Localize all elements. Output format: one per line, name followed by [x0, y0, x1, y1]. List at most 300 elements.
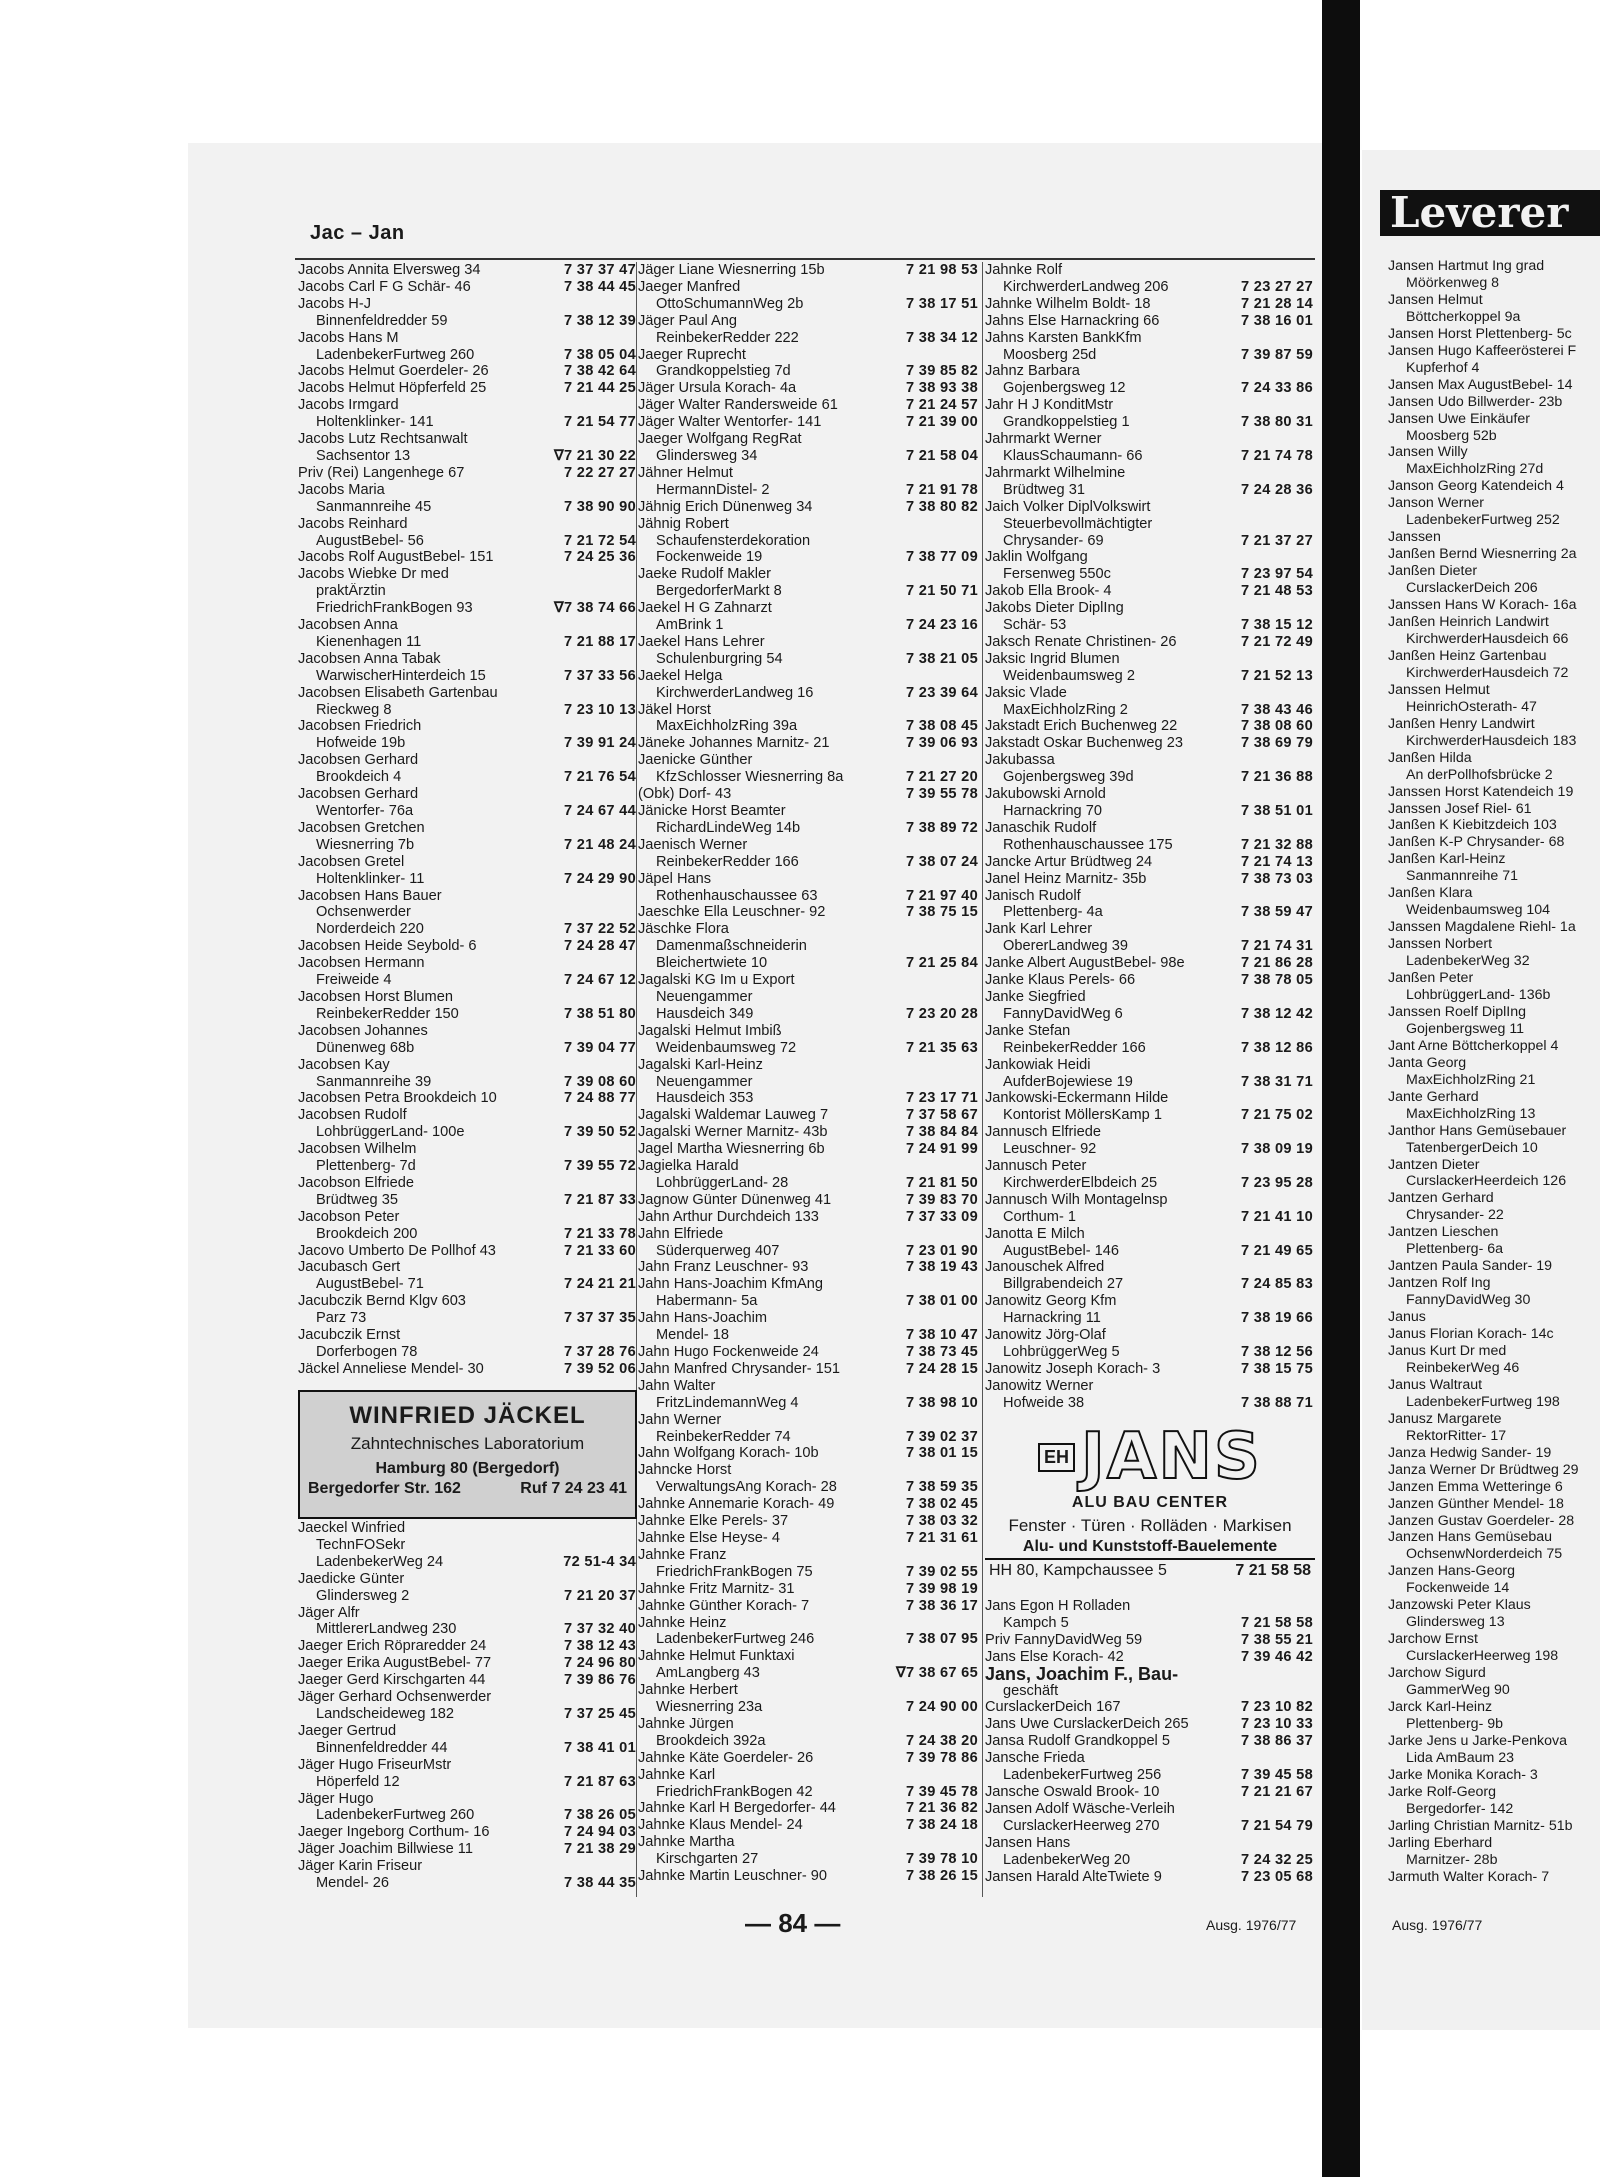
- entry-name: Jaedicke Günter: [298, 1570, 405, 1587]
- phone-number: 7 23 17 71: [906, 1090, 978, 1107]
- phone-number: 7 23 10 82: [1241, 1699, 1313, 1716]
- entry-name: Janus Waltraut: [1388, 1376, 1483, 1393]
- phone-number: 7 38 55 21: [1241, 1631, 1313, 1648]
- entry-detail: Kontorist MöllersKamp 1: [1003, 1107, 1162, 1124]
- directory-entry: [985, 1378, 1315, 1412]
- directory-entry: [638, 1581, 980, 1598]
- directory-entry: [638, 871, 980, 905]
- phone-number: 7 21 81 50: [906, 1174, 978, 1191]
- entry-name: Janus: [1388, 1309, 1426, 1326]
- directory-entry: [298, 1361, 638, 1378]
- phone-number: 7 38 26 15: [906, 1868, 978, 1885]
- entry-detail: ReinbekerRedder 74: [656, 1428, 791, 1445]
- phone-number: 7 21 72 54: [564, 532, 636, 549]
- directory-entry: [298, 296, 638, 330]
- entry-name: Janke Albert AugustBebel- 98e: [985, 955, 1185, 972]
- phone-number: 7 39 45 58: [1241, 1767, 1313, 1784]
- phone-number: 7 38 90 90: [564, 498, 636, 515]
- phone-number: 7 24 67 12: [564, 972, 636, 989]
- entry-name: Jaeke Rudolf Makler: [638, 566, 772, 583]
- directory-entry: [985, 313, 1315, 330]
- directory-entry: [985, 1057, 1315, 1091]
- directory-entry: [638, 262, 980, 279]
- phone-number: 7 24 25 36: [564, 549, 636, 566]
- directory-entry: [985, 888, 1315, 922]
- entry-name: Jaklin Wolfgang: [985, 549, 1088, 566]
- directory-entry: [638, 1530, 980, 1547]
- ad-tagline: ALU BAU CENTER: [1071, 1494, 1229, 1511]
- entry-detail: LohbrüggerLand- 136b: [1406, 986, 1551, 1003]
- directory-entry: [298, 617, 638, 651]
- entry-detail: Süderquerweg 407: [656, 1242, 780, 1259]
- phone-number: 7 38 12 56: [1241, 1344, 1313, 1360]
- entry-detail: Bleichertwiete 10: [656, 955, 768, 972]
- directory-entry: [985, 1361, 1315, 1378]
- entry-detail: Sanmannreihe 45: [316, 498, 432, 515]
- entry-name: Jacubczik Bernd Klgv 603: [298, 1293, 466, 1310]
- entry-detail: FriedrichFrankBogen 93: [316, 600, 473, 617]
- phone-number: 7 24 32 25: [1241, 1851, 1313, 1868]
- directory-entry: [638, 1615, 980, 1649]
- phone-number: 7 23 05 68: [1241, 1868, 1313, 1885]
- entry-name: Jantzen Dieter: [1388, 1156, 1480, 1173]
- entry-detail: Grandkoppelstieg 1: [1003, 414, 1130, 431]
- directory-entry: [985, 854, 1315, 871]
- directory-entry: [985, 1293, 1315, 1327]
- phone-number: 7 38 43 46: [1241, 701, 1313, 718]
- entry-name: Janßen Bernd Wiesnerring 2a: [1388, 546, 1577, 563]
- entry-name: Jacobsen Heide Seybold- 6: [298, 938, 477, 955]
- entry-name: Janthor Hans Gemüsebauer: [1388, 1122, 1567, 1139]
- phone-number: 7 38 98 10: [906, 1394, 978, 1411]
- phone-number: 7 21 86 28: [1241, 955, 1313, 972]
- entry-name: Jacobson Peter: [298, 1208, 400, 1225]
- entry-name: Janzowski Peter Klaus: [1388, 1597, 1531, 1614]
- directory-entry: [985, 1158, 1315, 1192]
- entry-name: Jaeger Gerd Kirschgarten 44: [298, 1672, 486, 1689]
- entry-name: CurslackerDeich 167: [985, 1699, 1121, 1716]
- entry-name: Janßen Klara: [1388, 885, 1473, 902]
- phone-number: 7 38 15 12: [1241, 617, 1313, 634]
- phone-number: 7 38 12 43: [564, 1638, 636, 1655]
- directory-entry: [298, 1243, 638, 1260]
- entry-name: Jänicke Horst Beamter: [638, 803, 786, 819]
- entry-name: Janson Werner: [1388, 495, 1484, 512]
- entry-name: Jansen Harald AlteTwiete 9: [985, 1868, 1162, 1885]
- phone-number: 7 39 98 19: [906, 1580, 978, 1597]
- directory-entry: [298, 752, 638, 786]
- phone-number: 7 38 26 05: [564, 1807, 636, 1824]
- directory-entry: [638, 279, 980, 313]
- entry-name: Jahnke Käte Goerdeler- 26: [638, 1749, 814, 1766]
- entry-detail: ReinbekerRedder 166: [656, 853, 799, 870]
- entry-detail: LadenbekerWeg 24: [316, 1553, 444, 1570]
- phone-number: 72 51-4 34: [563, 1553, 636, 1570]
- entry-name: Jarchow Sigurd: [1388, 1665, 1486, 1682]
- directory-entry: [638, 1226, 980, 1260]
- entry-detail: Weidenbaumsweg 2: [1003, 667, 1135, 684]
- entry-detail: Hausdeich 353: [656, 1090, 754, 1107]
- entry-name: Janssen: [1388, 529, 1441, 546]
- entry-name: Jaenisch Werner: [638, 836, 748, 853]
- entry-detail: MaxEichholzRing 39a: [656, 718, 798, 735]
- phone-number: 7 38 31 71: [1241, 1073, 1313, 1090]
- directory-entry: [638, 499, 980, 516]
- phone-number: 7 21 36 82: [906, 1800, 978, 1817]
- directory-entry: [638, 786, 980, 803]
- phone-number: 7 21 74 13: [1241, 853, 1313, 870]
- directory-entry: [298, 1824, 638, 1841]
- entry-name: Jacobsen Friedrich: [298, 718, 422, 735]
- phone-number: 7 23 27 27: [1241, 278, 1313, 295]
- phone-number: 7 21 25 84: [906, 955, 978, 972]
- entry-name: Jakstadt Erich Buchenweg 22: [985, 718, 1178, 735]
- entry-name: Jäger Gerhard Ochsenwerder: [298, 1689, 492, 1706]
- entry-detail: Chrysander- 69: [1003, 532, 1104, 549]
- phone-number: 7 37 37 35: [564, 1310, 636, 1327]
- entry-name: Janotta E Milch: [985, 1225, 1085, 1242]
- directory-entry: [985, 989, 1315, 1023]
- ad-address-line: [300, 1480, 635, 1498]
- entry-name: Jagalski Werner Marnitz- 43b: [638, 1124, 828, 1141]
- entry-name: Jahnke Klaus Mendel- 24: [638, 1817, 803, 1834]
- entry-name: Jahns Karsten BankKfm: [985, 329, 1142, 346]
- entry-name: Jansen Hugo Kaffeerösterei F: [1388, 342, 1577, 359]
- entry-detail: Leuschner- 92: [1003, 1141, 1097, 1158]
- phone-number: 7 21 35 63: [906, 1039, 978, 1056]
- entry-name: Jahnke Helmut Funktaxi: [638, 1648, 795, 1665]
- entry-name: Janouschek Alfred: [985, 1259, 1105, 1276]
- entry-name: Janßen Karl-Heinz: [1388, 851, 1506, 868]
- phone-number: 7 38 12 86: [1241, 1039, 1313, 1056]
- phone-number: 7 37 32 40: [564, 1621, 636, 1638]
- entry-detail: Brüdtweg 31: [1003, 481, 1085, 498]
- phone-number: 7 38 84 84: [906, 1124, 978, 1141]
- directory-entry: [298, 1689, 638, 1723]
- entry-name: Janta Georg: [1388, 1054, 1467, 1071]
- phone-number: 7 37 25 45: [564, 1705, 636, 1722]
- phone-number: 7 21 50 71: [906, 583, 978, 600]
- entry-detail: HermannDistel- 2: [656, 481, 770, 498]
- ad-products: Fenster · Türen · Rolläden · Markisen: [1008, 1516, 1292, 1535]
- phone-number: 7 23 01 90: [906, 1242, 978, 1259]
- entry-name: Jansen Adolf Wäsche-Verleih: [985, 1800, 1175, 1817]
- phone-number: 7 39 55 78: [906, 786, 978, 803]
- directory-entry: [638, 431, 980, 465]
- entry-name: Jacobs Carl F G Schär- 46: [298, 278, 471, 295]
- entry-name: Jacobs Irmgard: [298, 397, 399, 414]
- phone-number: 7 21 58 58: [1241, 1614, 1313, 1631]
- entry-detail: HeinrichOsterath- 47: [1406, 698, 1537, 715]
- entry-name: Jahrmarkt Werner: [985, 431, 1102, 448]
- phone-number: 7 21 52 13: [1241, 667, 1313, 684]
- ad-city: Hamburg 80 (Bergedorf): [375, 1460, 560, 1477]
- entry-name: Priv (Rei) Langenhege 67: [298, 464, 465, 481]
- entry-name: Jaeger Manfred: [638, 278, 741, 295]
- directory-entry: [985, 1259, 1315, 1293]
- phone-number: 7 24 21 21: [564, 1276, 636, 1293]
- entry-name: Jäger Ursula Korach- 4a: [638, 380, 797, 397]
- entry-name: Jäger Paul Ang: [638, 312, 737, 329]
- entry-detail: LohbrüggerWeg 5: [1003, 1344, 1120, 1360]
- phone-number: 7 23 10 13: [564, 701, 636, 718]
- entry-detail: KfzSchlosser Wiesnerring 8a: [656, 769, 844, 786]
- entry-name: Janssen Roelf DiplIng: [1388, 1003, 1527, 1020]
- directory-entry: [638, 1547, 980, 1581]
- entry-name: Jans Else Korach- 42: [985, 1648, 1124, 1665]
- ad-phone: Ruf 7 24 23 41: [520, 1480, 627, 1497]
- phone-number: 7 38 59 47: [1241, 904, 1313, 921]
- phone-number: 7 21 36 88: [1241, 769, 1313, 786]
- phone-number: 7 39 87 59: [1241, 346, 1313, 363]
- phone-number: 7 38 17 51: [906, 295, 978, 312]
- entry-name: Jarke Monika Korach- 3: [1388, 1766, 1538, 1783]
- phone-number: 7 38 10 47: [906, 1327, 978, 1344]
- entry-name: Jahn Werner: [638, 1411, 722, 1428]
- phone-number: 7 38 80 31: [1241, 414, 1313, 431]
- phone-number: 7 21 88 17: [564, 633, 636, 650]
- entry-detail: Hofweide 38: [1003, 1394, 1085, 1411]
- phone-number: 7 21 48 53: [1241, 583, 1313, 600]
- entry-name: Jansen Willy: [1388, 444, 1468, 461]
- entry-detail: Bergedorfer- 142: [1406, 1800, 1514, 1817]
- phone-number: 7 21 32 88: [1241, 836, 1313, 853]
- entry-detail: Gojenbergsweg 11: [1406, 1020, 1525, 1037]
- directory-entry: [638, 803, 980, 837]
- entry-name: Janßen Hilda: [1388, 749, 1472, 766]
- directory-entry: [985, 1801, 1315, 1835]
- entry-detail: Damenmaßschneiderin: [656, 938, 807, 955]
- directory-entry: [298, 1723, 638, 1757]
- directory-entry: [985, 718, 1315, 735]
- directory-entry: [298, 566, 638, 617]
- phone-number: 7 21 39 00: [906, 414, 978, 431]
- entry-name: Janke Stefan: [985, 1022, 1071, 1039]
- jans-logo: [1038, 1422, 1262, 1492]
- entry-name: Jäckel Anneliese Mendel- 30: [298, 1360, 484, 1377]
- entry-detail: Dünenweg 68b: [316, 1039, 415, 1056]
- entry-name: Janisch Rudolf: [985, 887, 1081, 904]
- entry-detail: LohbrüggerLand- 100e: [316, 1124, 465, 1141]
- entry-name: Jäger Hugo: [298, 1790, 374, 1807]
- directory-entry: [298, 1605, 638, 1639]
- entry-name: Jahn Hugo Fockenweide 24: [638, 1344, 819, 1360]
- entry-name: Jantzen Paula Sander- 19: [1388, 1258, 1553, 1275]
- entry-detail: LadenbekerFurtweg 246: [656, 1631, 815, 1648]
- entry-name: Janssen Magdalene Riehl- 1a: [1388, 919, 1576, 936]
- phone-number: 7 21 44 25: [564, 380, 636, 397]
- entry-name: Janzen Emma Wetteringe 6: [1388, 1478, 1563, 1495]
- entry-detail: CurslackerHeerdeich 126: [1406, 1173, 1567, 1190]
- entry-name: Jaeger Gertrud: [298, 1722, 397, 1739]
- directory-entry: [638, 1141, 980, 1158]
- entry-name: Jäger Joachim Billwiese 11: [298, 1841, 473, 1858]
- directory-entry: [298, 854, 638, 888]
- entry-detail: Fockenweide 14: [1406, 1580, 1510, 1597]
- entry-name: Jahrmarkt Wilhelmine: [985, 464, 1126, 481]
- directory-entry: [298, 397, 638, 431]
- entry-detail: VerwaltungsAng Korach- 28: [656, 1479, 837, 1496]
- entry-detail: An derPollhofsbrücke 2: [1406, 766, 1553, 783]
- phone-number: 7 24 85 83: [1241, 1276, 1313, 1293]
- directory-entry: [298, 516, 638, 550]
- phone-number: 7 21 74 31: [1241, 938, 1313, 955]
- directory-entry: [298, 1672, 638, 1689]
- entry-name: Jansen Udo Billwerder- 23b: [1388, 393, 1563, 410]
- entry-name: Jacobsen Horst Blumen: [298, 988, 453, 1005]
- directory-entry: [985, 1598, 1315, 1632]
- entry-name: Jantzen Lieschen: [1388, 1224, 1499, 1241]
- phone-number: 7 39 78 86: [906, 1749, 978, 1766]
- entry-detail: Hofweide 19b: [316, 735, 406, 752]
- big-entry-line2: geschäft: [1003, 1682, 1059, 1699]
- phone-number: 7 38 73 45: [906, 1344, 978, 1360]
- page-number: — 84 —: [745, 1908, 841, 1938]
- phone-number: 7 38 93 38: [906, 380, 978, 397]
- entry-detail: FriedrichFrankBogen 75: [656, 1563, 813, 1580]
- directory-entry: [985, 1090, 1315, 1124]
- entry-name: Janssen Hans W Korach- 16a: [1388, 597, 1577, 614]
- directory-entry: [298, 380, 638, 397]
- book-gutter: [1322, 0, 1360, 2177]
- directory-entry: [985, 1632, 1315, 1649]
- entry-name: Jakubassa: [985, 752, 1055, 769]
- directory-entry: [985, 972, 1315, 989]
- entry-name: Jäger Walter Wentorfer- 141: [638, 414, 822, 431]
- entry-detail: Brookdeich 200: [316, 1225, 418, 1242]
- directory-entry: [985, 1023, 1315, 1057]
- entry-name: Jahnke Karl: [638, 1766, 716, 1783]
- phone-number: 7 38 05 04: [564, 346, 636, 363]
- entry-name: Jahn Walter: [638, 1377, 716, 1394]
- phone-number: 7 21 48 24: [564, 836, 636, 853]
- entry-name: Janowitz Georg Kfm: [985, 1293, 1117, 1310]
- directory-entry: [638, 516, 980, 567]
- directory-entry: [298, 1571, 638, 1605]
- directory-entry: [638, 668, 980, 702]
- entry-detail: Chrysander- 22: [1406, 1207, 1504, 1224]
- directory-entry: [638, 1361, 980, 1378]
- entry-name: Jaeger Ingeborg Corthum- 16: [298, 1824, 490, 1841]
- entry-detail: Marnitzer- 28b: [1406, 1851, 1498, 1868]
- directory-entry: [298, 1175, 638, 1209]
- entry-name: Jagel Martha Wiesnerring 6b: [638, 1141, 825, 1158]
- entry-name: Jarling Christian Marnitz- 51b: [1388, 1817, 1573, 1834]
- phone-number: 7 24 33 86: [1241, 380, 1313, 397]
- entry-name: Jahnke Franz: [638, 1546, 727, 1563]
- directory-entry: [638, 1310, 980, 1344]
- directory-entry: [298, 1858, 638, 1892]
- entry-detail: ReinbekerRedder 222: [656, 329, 799, 346]
- entry-name: Jacobsen Gretchen: [298, 819, 425, 836]
- entry-name: Jannusch Wilh Montagelnsp: [985, 1191, 1168, 1208]
- phone-number: 7 21 28 14: [1241, 295, 1313, 312]
- directory-entry: [638, 380, 980, 397]
- entry-name: Jansen Max AugustBebel- 14: [1388, 376, 1573, 393]
- entry-name: Jäschke Flora: [638, 921, 729, 938]
- directory-entry: [638, 752, 980, 786]
- directory-entry: [985, 330, 1315, 364]
- phone-number: 7 21 74 78: [1241, 447, 1313, 464]
- jans-entries: [985, 1598, 1315, 1666]
- entry-detail: Glindersweg 2: [316, 1587, 410, 1604]
- entry-name: Jacobsen Petra Brookdeich 10: [298, 1090, 497, 1107]
- entry-name: Jankowski-Eckermann Hilde: [985, 1090, 1169, 1107]
- directory-entry: [638, 397, 980, 414]
- phone-number: 7 23 39 64: [906, 684, 978, 701]
- entry-detail: Parz 73: [316, 1310, 367, 1327]
- directory-entry: [638, 1682, 980, 1716]
- phone-number: 7 37 37 47: [564, 262, 636, 278]
- directory-entry: [638, 1800, 980, 1817]
- phone-number: 7 38 44 35: [564, 1875, 636, 1892]
- entry-name: Jacovo Umberto De Pollhof 43: [298, 1242, 496, 1259]
- entry-name: Jarke Rolf-Georg: [1388, 1783, 1497, 1800]
- phone-number: 7 38 07 24: [906, 853, 978, 870]
- entry-name: Janssen Helmut: [1388, 681, 1490, 698]
- entry-detail: LohbrüggerLand- 28: [656, 1174, 789, 1191]
- entry-detail: Landscheideweg 182: [316, 1705, 454, 1722]
- entry-name: Jacobsen Gretel: [298, 853, 405, 870]
- directory-entry: [985, 1835, 1315, 1869]
- directory-entry: [298, 1841, 638, 1858]
- phone-number: 7 21 75 02: [1241, 1107, 1313, 1124]
- directory-entry: [985, 583, 1315, 600]
- entry-name: Jaeger Erich Röpraredder 24: [298, 1638, 487, 1655]
- entry-detail: LadenbekerFurtweg 260: [316, 346, 475, 363]
- entry-name: Jaeschke Ella Leuschner- 92: [638, 904, 826, 921]
- entry-name: Jarke Jens u Jarke-Penkova: [1388, 1732, 1568, 1749]
- entry-detail: AmBrink 1: [656, 617, 724, 634]
- directory-entry: [298, 718, 638, 752]
- directory-entry: [298, 1057, 638, 1091]
- entry-detail: Mendel- 26: [316, 1875, 390, 1892]
- phone-number: 7 23 97 54: [1241, 566, 1313, 583]
- phone-number: 7 24 29 90: [564, 870, 636, 887]
- phone-number: 7 21 58 04: [906, 447, 978, 464]
- directory-entry: [638, 1868, 980, 1885]
- entry-name: Jancke Artur Brüdtweg 24: [985, 853, 1153, 870]
- phone-number: 7 38 01 15: [906, 1445, 978, 1462]
- entry-name: Janaschik Rudolf: [985, 819, 1097, 836]
- entry-detail: Sanmannreihe 39: [316, 1073, 432, 1090]
- phone-number: 7 21 41 10: [1241, 1208, 1313, 1225]
- phone-number: 7 21 87 33: [564, 1191, 636, 1208]
- entry-detail: TatenbergerDeich 10: [1406, 1139, 1538, 1156]
- directory-entry: [638, 1344, 980, 1361]
- phone-number: 7 39 52 06: [564, 1360, 636, 1377]
- entry-detail: Binnenfeldredder 44: [316, 1739, 448, 1756]
- directory-entry: [298, 431, 638, 465]
- entry-detail: Moosberg 52b: [1406, 427, 1497, 444]
- phone-number: 7 24 90 00: [906, 1699, 978, 1716]
- ad-materials: Alu- und Kunststoff-Bauelemente: [1022, 1538, 1278, 1555]
- phone-number: 7 38 08 60: [1241, 718, 1313, 735]
- entry-detail: FriedrichFrankBogen 42: [656, 1783, 813, 1800]
- entry-detail: LadenbekerWeg 32: [1406, 953, 1530, 970]
- directory-entry: [985, 752, 1315, 786]
- entry-name: Jacubasch Gert: [298, 1259, 401, 1276]
- entry-detail: Plettenberg- 4a: [1003, 904, 1103, 921]
- phone-number: 7 38 15 75: [1241, 1360, 1313, 1377]
- phone-number: 7 21 98 53: [906, 262, 978, 278]
- directory-entry: [298, 363, 638, 380]
- entry-name: Jäkel Horst: [638, 701, 711, 718]
- directory-entry: [298, 1259, 638, 1293]
- entry-name: Jarchow Ernst: [1388, 1631, 1478, 1648]
- entry-detail: CurslackerHeerweg 270: [1003, 1817, 1160, 1834]
- entry-detail: Brookdeich 4: [316, 769, 402, 786]
